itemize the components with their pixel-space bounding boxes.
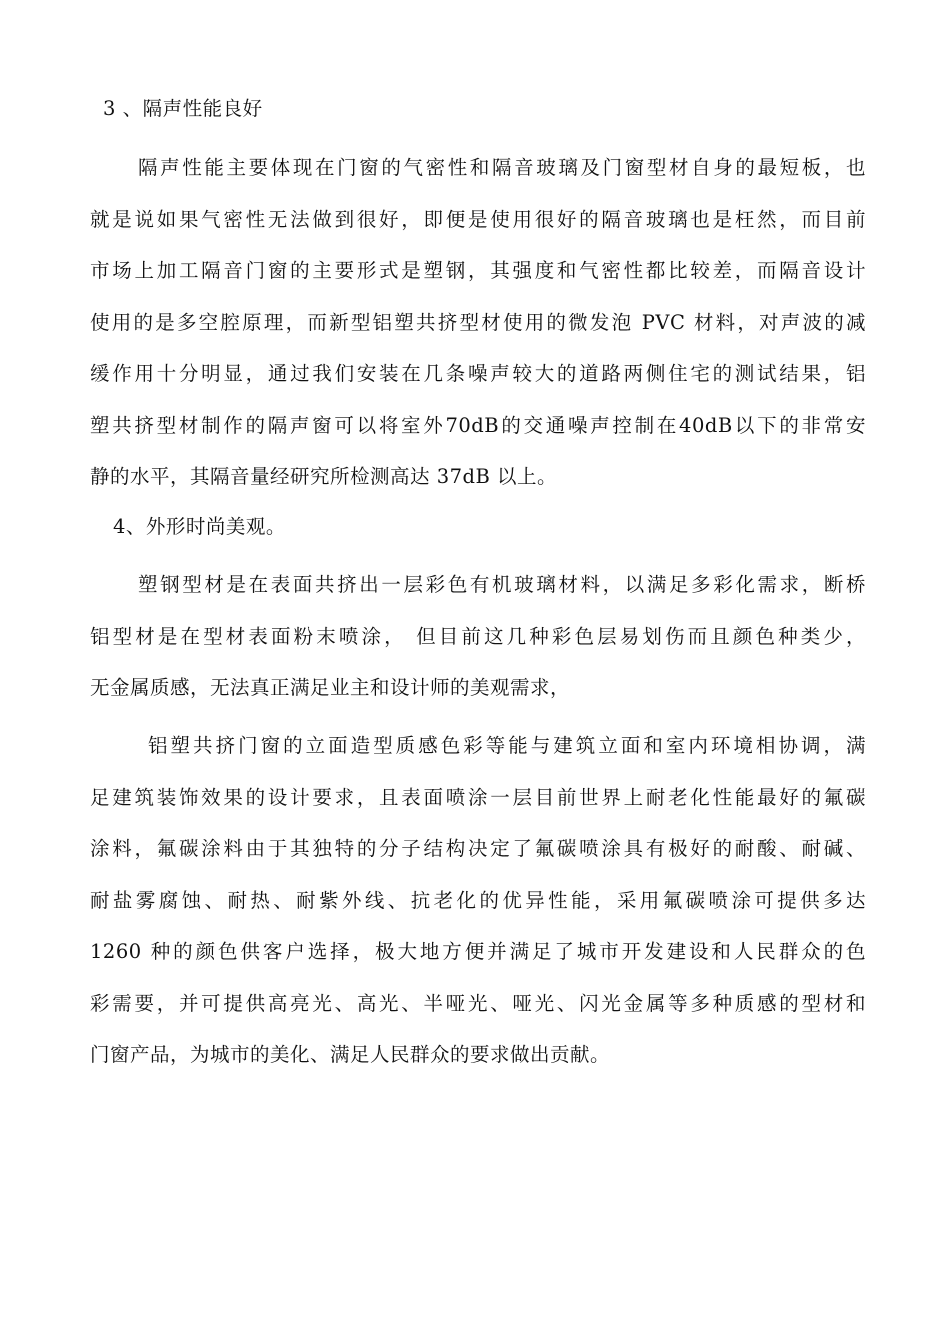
paragraph-line: 足建筑装饰效果的设计要求，且表面喷涂一层目前世界上耐老化性能最好的氟碳 — [90, 785, 866, 809]
paragraph-line: 彩需要，并可提供高亮光、高光、半哑光、哑光、闪光金属等多种质感的型材和 — [90, 991, 866, 1015]
section-4-heading: 4、外形时尚美观。 — [113, 515, 286, 538]
paragraph-line: 隔声性能主要体现在门窗的气密性和隔音玻璃及门窗型材自身的最短板，也 — [138, 156, 866, 179]
paragraph-line: 静的水平，其隔音量经研究所检测高达 37dB 以上。 — [90, 465, 558, 488]
paragraph-line: 涂料，氟碳涂料由于其独特的分子结构决定了氟碳喷涂具有极好的耐酸、耐碱、 — [90, 837, 866, 860]
section-3-heading: 3 、隔声性能良好 — [103, 97, 263, 120]
paragraph-line: 使用的是多空腔原理，而新型铝塑共挤型材使用的微发泡 PVC 材料，对声波的减 — [90, 310, 866, 334]
paragraph-line: 塑共挤型材制作的隔声窗可以将室外70dB的交通噪声控制在40dB以下的非常安 — [90, 413, 866, 437]
paragraph-line: 铝塑共挤门窗的立面造型质感色彩等能与建筑立面和室内环境相协调，满 — [148, 734, 866, 757]
section-4-paragraph-1 — [90, 559, 866, 714]
paragraph-line: 1260 种的颜色供客户选择，极大地方便并满足了城市开发建设和人民群众的色 — [90, 940, 866, 963]
paragraph-line: 市场上加工隔音门窗的主要形式是塑钢，其强度和气密性都比较差，而隔音设计 — [90, 259, 866, 282]
section-3-paragraph — [90, 142, 866, 503]
paragraph-line: 门窗产品，为城市的美化、满足人民群众的要求做出贡献。 — [90, 1043, 611, 1066]
section-4-paragraph-2 — [90, 720, 866, 1081]
paragraph-line: 塑钢型材是在表面共挤出一层彩色有机玻璃材料，以满足多彩化需求，断桥 — [138, 573, 866, 596]
paragraph-line: 耐盐雾腐蚀、耐热、耐紫外线、抗老化的优异性能，采用氟碳喷涂可提供多达 — [90, 888, 866, 912]
paragraph-line: 缓作用十分明显，通过我们安装在几条噪声较大的道路两侧住宅的测试结果，铝 — [90, 362, 866, 385]
paragraph-line: 铝型材是在型材表面粉末喷涂， 但目前这几种彩色层易划伤而且颜色种类少， — [90, 624, 866, 648]
paragraph-line: 无金属质感，无法真正满足业主和设计师的美观需求， — [90, 676, 571, 699]
paragraph-line: 就是说如果气密性无法做到很好，即便是使用很好的隔音玻璃也是枉然，而目前 — [90, 207, 866, 231]
